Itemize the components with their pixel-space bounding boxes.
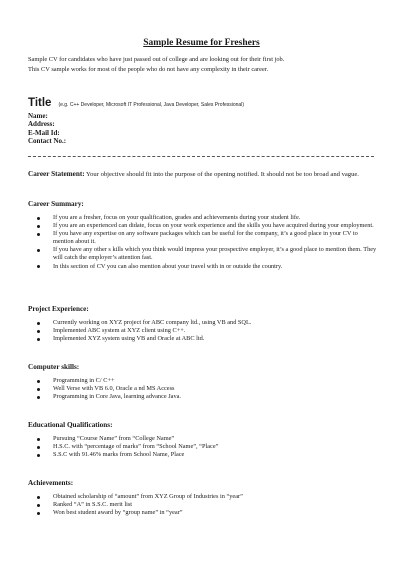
section-heading: Project Experience: [28, 305, 89, 313]
list-item: If you have any expertise on any software packages which can be useful for the company, it’s a good place in your CV to mention about it. [28, 230, 378, 246]
career-statement [28, 170, 376, 180]
list-item: Implemented ABC system at XYZ client using C++. [28, 327, 378, 335]
list-item: If you are a fresher, focus on your qualification, grades and achievements during your student life. [28, 214, 378, 222]
career-statement-text: Your objective should fit into the purpose of the opening notified. It should not be too broad and vague. [86, 171, 359, 178]
section-project-experience [28, 305, 378, 343]
list-item: Well Verse with VB 6.0, Oracle a nd MS Access [28, 385, 378, 393]
list-item: If you have any other s kills which you think would impress your prospective employer, it’s a good place to mention them. They will catch the employer’s attention fast. [28, 246, 378, 262]
list-item: Implemented XYZ system using VB and Oracle at ABC ltd. [28, 335, 378, 343]
bullet-list [28, 319, 378, 343]
contact-block [28, 112, 66, 146]
list-item: If you are an experienced can didate, focus on your work experience and the skills you have acquired during your employment. [28, 222, 378, 230]
bullet-list [28, 377, 378, 401]
list-item: Programming in Core Java, learning advance Java. [28, 393, 378, 401]
section-heading: Career Summary: [28, 200, 84, 208]
career-statement-heading: Career Statement: [28, 170, 85, 178]
title-line [28, 93, 378, 111]
list-item: H.S.C. with “percentage of marks” from “School Name”, “Place” [28, 443, 378, 451]
contact-number-label: Contact No.: [28, 137, 67, 146]
document-title: Sample Resume for Freshers [143, 38, 260, 48]
email-label: E-Mail Id: [28, 128, 60, 137]
bullet-list [28, 435, 378, 459]
intro-line: Sample CV for candidates who have just passed out of college and are looking out for their first job. [28, 56, 285, 63]
list-item: In this section of CV you can also mention about your travel with in or outside the country. [28, 263, 378, 271]
section-heading: Educational Qualifications: [28, 421, 113, 429]
dashed-divider [28, 156, 374, 157]
title-hint: (e.g. C++ Developer, Microsoft IT Professional, Java Developer, Sales Professional) [58, 102, 244, 108]
section-heading: Computer skills: [28, 363, 80, 371]
section-educational-qualifications [28, 421, 378, 459]
list-item: Obtained scholarship of “amount” from XYZ Group of Industries in “year” [28, 493, 378, 501]
bullet-list [28, 214, 378, 271]
section-heading: Achievements: [28, 479, 74, 487]
name-label: Name: [28, 112, 48, 120]
list-item: Programming in C/ C++ [28, 377, 378, 385]
title-label: Title [28, 97, 52, 109]
bullet-list [28, 493, 378, 517]
intro-line: This CV sample works for most of the people who do not have any complexity in their career. [28, 65, 269, 73]
section-career-summary [28, 200, 378, 271]
list-item: Won best student award by “group name” in “year” [28, 509, 378, 517]
section-computer-skills [28, 363, 378, 401]
list-item: S.S.C with 91.46% marks from School Name, Place [28, 451, 378, 459]
list-item: Currently working on XYZ project for ABC company ltd., using VB and SQL. [28, 319, 378, 327]
address-label: Address: [28, 120, 55, 129]
section-achievements [28, 479, 378, 517]
list-item: Ranked “A” in S.S.C. merit list [28, 501, 378, 509]
list-item: Pursuing “Course Name” from “College Name” [28, 435, 378, 443]
intro-paragraph [28, 55, 378, 74]
